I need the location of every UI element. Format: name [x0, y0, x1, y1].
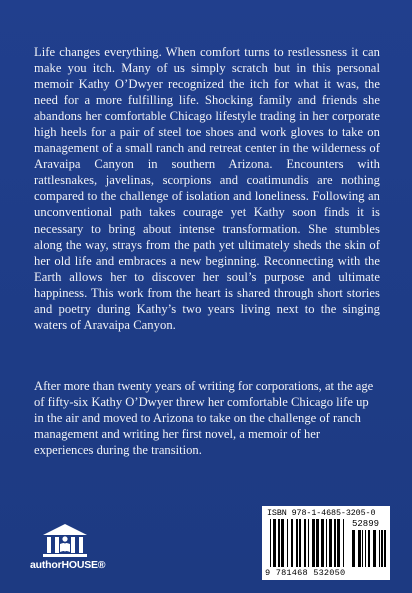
barcode-bars	[270, 519, 348, 567]
publisher-name: authorHOUSE®	[30, 559, 106, 571]
barcode-addon-bars	[352, 530, 386, 567]
book-description: Life changes everything. When comfort turns to restlessness it can make you itch. Many of us simply scratch but in this personal memoir Kathy O’Dwyer recognized the itch for what it was, the need for a more fulfilling life. Shocking family and friends she abandons her comfortable Chicago lifestyle trading in her corporate high heels for a pair of steel toe shoes and work gloves to take on management of a small ranch and retreat center in the wilderness of Aravaipa Canyon in southern Arizona. Encounters with rattlesnakes, javelinas, scorpions and coatimundis are nothing compared to the challenge of isolation and loneliness. Following an unconventional path takes courage yet Kathy soon finds it is necessary to bring about intense transformation. She stumbles along the way, strays from the path yet ultimately sheds the skin of her old life and embraces a new beginning. Reconnecting with the Earth allows her to discover her soul’s purpose and ultimate happiness. This work from the heart is shared through short stories and poetry during Kathy’s two years living next to the singing waters of Aravaipa Canyon.	[34, 45, 380, 332]
author-bio: After more than twenty years of writing for corporations, at the age of fifty-six Kathy O’Dwyer threw her comfortable Chicago life up in the air and moved to Arizona to take on the challenge of ranch management and writing her first novel, a memoir of her experiences during the transition.	[34, 379, 374, 458]
publisher-logo	[30, 522, 104, 574]
house-book-logo-icon	[39, 522, 91, 560]
isbn-label: ISBN 978-1-4685-3205-0	[267, 508, 376, 518]
isbn-barcode	[262, 506, 390, 580]
price-code: 52899	[352, 519, 380, 529]
barcode-digits: 9 781468 532050	[265, 568, 346, 578]
